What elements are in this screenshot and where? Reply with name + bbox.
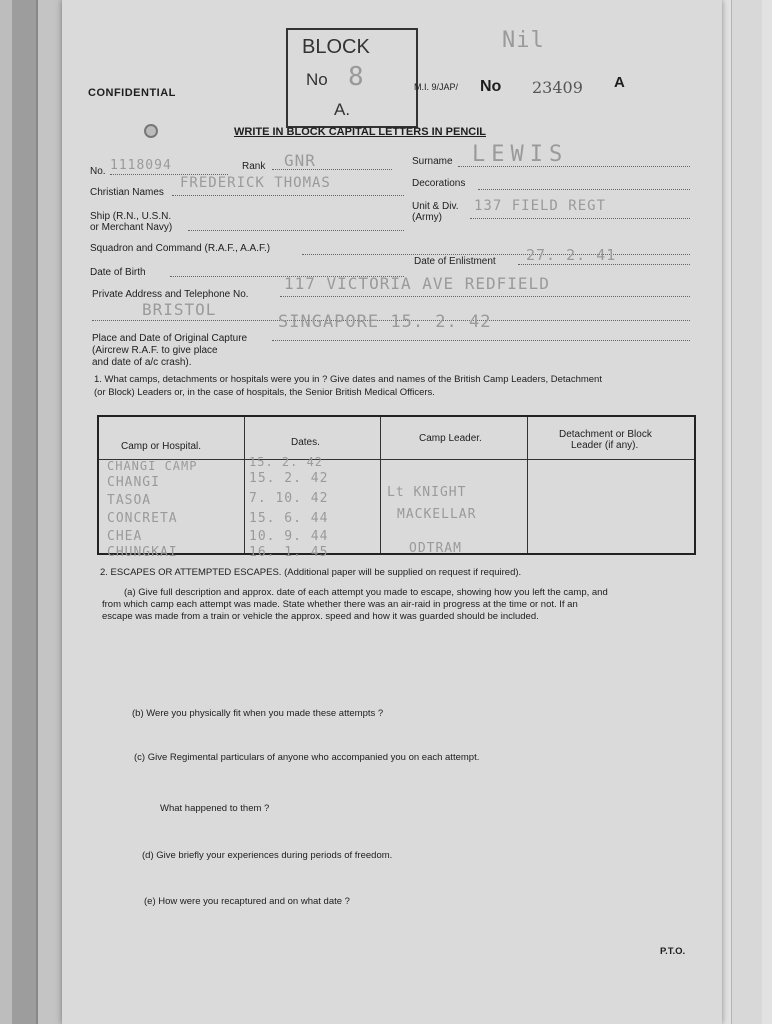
surname-label: Surname <box>412 156 453 167</box>
row-dates: 15. 2. 42 <box>249 471 329 486</box>
question-2-title: 2. ESCAPES OR ATTEMPTED ESCAPES. (Additional paper will be supplied on request if required). <box>100 567 522 578</box>
punch-hole <box>144 124 158 138</box>
stamp-line4: A. <box>334 100 351 119</box>
underlying-pages-edge <box>731 0 762 1024</box>
capture-label: Place and Date of Original Capture <box>92 333 248 344</box>
capture-label-3: and date of a/c crash). <box>92 357 192 368</box>
no-value: 1118094 <box>110 158 172 173</box>
questionnaire-page <box>62 0 722 1024</box>
pto-label: P.T.O. <box>660 946 686 957</box>
row-camp: CONCRETA <box>107 511 178 526</box>
camps-table <box>97 415 696 560</box>
row-camp: CHANGI CAMP <box>107 459 198 473</box>
rank-line <box>272 169 392 170</box>
row-leader: MACKELLAR <box>397 507 477 522</box>
header-camp: Camp or Hospital. <box>121 441 202 452</box>
row-dates: 15. 6. 44 <box>249 511 329 526</box>
stamp-line1: BLOCK <box>302 36 370 58</box>
block-stamp <box>286 28 418 128</box>
decorations-label: Decorations <box>412 178 466 189</box>
instruction-heading: WRITE IN BLOCK CAPITAL LETTERS IN PENCIL <box>234 126 486 138</box>
ship-label-2: or Merchant Navy) <box>90 222 173 233</box>
no-label: No. <box>90 166 106 177</box>
row-camp: CHEA <box>107 529 143 544</box>
form-number: 23409 <box>532 78 583 97</box>
capture-line <box>272 340 690 341</box>
unit-label: Unit & Div. <box>412 201 459 212</box>
enlistment-label: Date of Enlistment <box>414 256 496 267</box>
header-camp-leader: Camp Leader. <box>419 433 482 444</box>
question-2a: (a) Give full description and approx. date of each attempt you made to escape, showing how you left the camp, and <box>124 587 608 598</box>
question-2a-cont: from which camp each attempt was made. State whether there was an air-raid in progress at the time or not. If an <box>102 599 578 610</box>
question-2c: (c) Give Regimental particulars of anyone who accompanied you on each attempt. <box>134 752 480 763</box>
enlistment-value: 27. 2. 41 <box>526 246 617 264</box>
squadron-label: Squadron and Command (R.A.F., A.A.F.) <box>90 243 271 254</box>
capture-value: SINGAPORE 15. 2. 42 <box>278 312 492 332</box>
question-2d: (d) Give briefly your experiences during periods of freedom. <box>142 850 393 861</box>
header-detachment-2: Leader (if any). <box>571 440 639 451</box>
address-line <box>280 296 690 297</box>
enlistment-line <box>518 264 690 265</box>
stamp-line2: No <box>306 70 328 89</box>
table-divider <box>244 417 245 553</box>
christian-names-label: Christian Names <box>90 187 164 198</box>
number-symbol: No <box>480 78 502 95</box>
decorations-line <box>478 189 690 190</box>
row-dates: 15. 2. 42 <box>249 455 324 469</box>
unit-label-2: (Army) <box>412 212 442 223</box>
address-value-2: BRISTOL <box>142 300 217 319</box>
form-suffix: A <box>614 74 625 91</box>
row-camp: CHANGI <box>107 475 160 490</box>
row-leader: Lt KNIGHT <box>387 485 467 500</box>
stamp-number: 8 <box>348 62 364 92</box>
header-detachment: Detachment or Block <box>559 429 652 440</box>
row-camp: TASOA <box>107 493 152 508</box>
row-dates: 16. 1. 45 <box>249 545 329 560</box>
rank-label: Rank <box>242 161 266 172</box>
form-reference: M.I. 9/JAP/ <box>414 82 459 92</box>
question-2b: (b) Were you physically fit when you made these attempts ? <box>132 708 384 719</box>
table-divider <box>527 417 528 553</box>
question-1-cont: (or Block) Leaders or, in the case of hospitals, the Senior British Medical Officers. <box>94 387 435 398</box>
capture-label-2: (Aircrew R.A.F. to give place <box>92 345 218 356</box>
unit-value: 137 FIELD REGT <box>474 198 607 214</box>
address-value: 117 VICTORIA AVE REDFIELD <box>284 274 550 293</box>
table-divider <box>380 417 381 553</box>
ship-line <box>188 230 404 231</box>
pencil-annotation: Nil <box>502 28 545 53</box>
question-2e: (e) How were you recaptured and on what date ? <box>144 896 350 907</box>
christian-names-value: FREDERICK THOMAS <box>180 175 331 191</box>
christian-names-line <box>172 195 404 196</box>
row-dates: 10. 9. 44 <box>249 529 329 544</box>
dob-label: Date of Birth <box>90 267 146 278</box>
squadron-line <box>302 254 690 255</box>
confidential-label: CONFIDENTIAL <box>88 87 176 99</box>
unit-line <box>470 218 690 219</box>
rank-value: GNR <box>284 151 316 170</box>
header-dates: Dates. <box>291 437 320 448</box>
address-label: Private Address and Telephone No. <box>92 289 249 300</box>
row-camp: CHUNGKAI <box>107 545 178 560</box>
question-1: 1. What camps, detachments or hospitals were you in ? Give dates and names of the British Camp Leaders, Detachment <box>94 374 602 385</box>
question-2a-cont-2: escape was made from a train or vehicle the approx. speed and how it was guarded should be included. <box>102 611 539 622</box>
row-leader: ODTRAM <box>409 541 462 556</box>
surname-line <box>458 166 690 167</box>
question-2c-followup: What happened to them ? <box>160 803 270 814</box>
ship-label: Ship (R.N., U.S.N. <box>90 211 172 222</box>
surname-value: LEWIS <box>472 142 569 167</box>
row-dates: 7. 10. 42 <box>249 491 329 506</box>
